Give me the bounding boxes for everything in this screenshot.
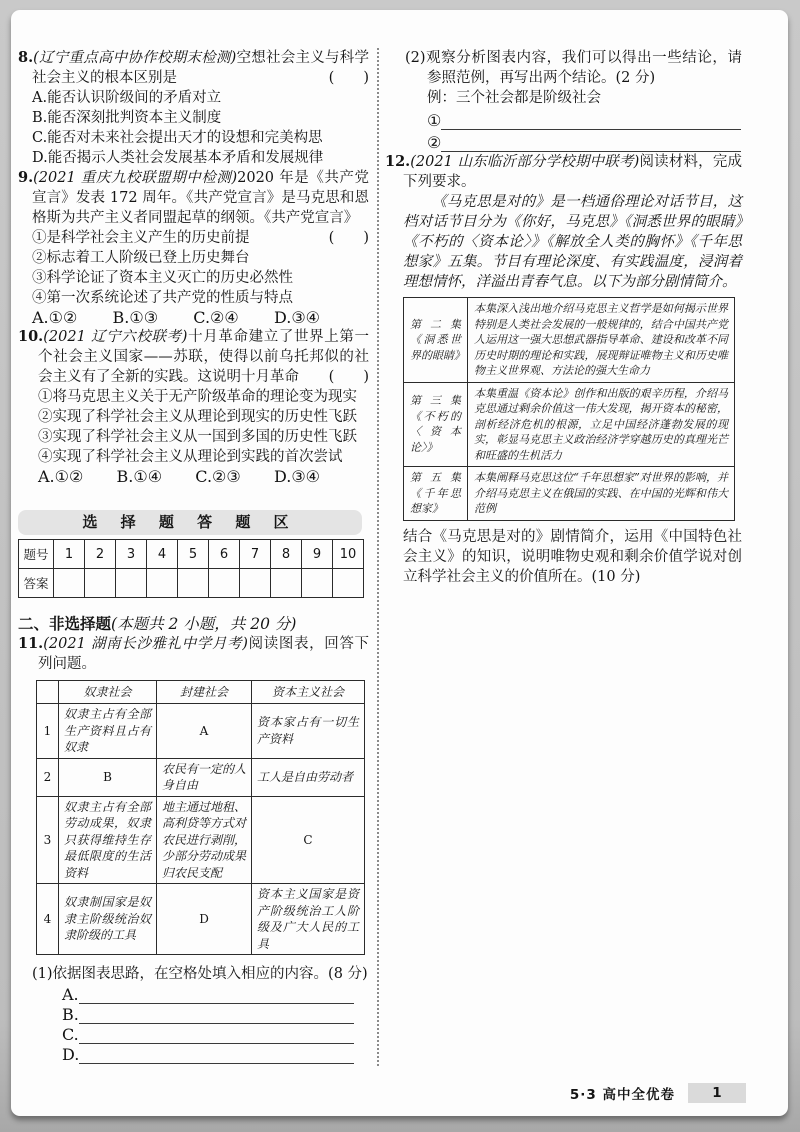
answer-cell	[147, 569, 178, 598]
answer-grid-answer-row	[19, 569, 364, 598]
question-index: 7	[240, 540, 271, 569]
question-stem-text: 阅读图表，回答下列问题。	[38, 636, 370, 672]
row-index: 3	[37, 796, 59, 884]
table-row	[404, 467, 735, 521]
question-index: 1	[54, 540, 85, 569]
blank-label: ②	[427, 133, 442, 152]
fill-in-blank-c	[62, 1024, 354, 1044]
fill-in-blank-a	[62, 984, 354, 1004]
statement-4: ④第一次系统论述了共产党的性质与特点	[32, 290, 293, 306]
option-d: D.③④	[273, 467, 320, 486]
blank-line	[79, 1028, 354, 1044]
question-stem-text: 十月革命建立了世界上第一个社会主义国家——苏联，使得以前乌托邦似的社会主义有了全新的实践。这说明十月革命	[38, 329, 370, 385]
table-row	[37, 884, 365, 955]
question-10-stem	[18, 327, 369, 387]
question-source: (辽宁重点高中协作校期末检测)	[33, 50, 237, 66]
brand-prefix: 5·3	[569, 1087, 597, 1103]
page-number: 1	[688, 1083, 746, 1103]
statement-2: ②标志着工人阶级已登上历史舞台	[32, 250, 250, 266]
part2-prompt: (2)观察分析图表内容，我们可以得出一些结论，请参照范例，再写出两个结论。(2 分)	[405, 50, 742, 86]
table-row	[404, 382, 735, 467]
question-source: (2021 山东临沂部分学校期中联考)	[410, 154, 640, 170]
section-2-heading	[18, 614, 369, 634]
blank-label: C.	[62, 1025, 79, 1044]
answer-cell	[209, 569, 240, 598]
section-title: 二、非选择题	[18, 614, 112, 633]
question-index: 9	[302, 540, 333, 569]
question-index: 4	[147, 540, 178, 569]
question-stem-text: 空想社会主义与科学社会主义的根本区别是	[32, 50, 369, 86]
answer-bracket: ( )	[328, 369, 369, 385]
table-row	[37, 796, 365, 884]
episode-summary: 本集重温《资本论》创作和出版的艰辛历程，介绍马克思通过剩余价值这一伟大发现，揭开资本的秘密，剖析经济危机的根源，立足中国经济蓬勃发展的现实，彰显马克思主义政治经济学穿越历史的真理光芒和旺盛的生机活力	[468, 382, 735, 467]
row-index: 4	[37, 884, 59, 955]
question-10	[18, 327, 369, 486]
blank-line	[79, 1008, 354, 1024]
question-source: (2021 湖南长沙雅礼中学月考)	[43, 636, 248, 652]
fill-in-blank-1	[427, 108, 741, 130]
row-label: 答案	[19, 569, 54, 598]
question-number: 8.	[18, 49, 34, 66]
option-a: A.能否认识阶级间的矛盾对立	[32, 90, 222, 106]
statement-4: ④实现了科学社会主义从理论到实践的首次尝试	[38, 449, 343, 465]
answer-cell	[302, 569, 333, 598]
question-source: (2021 重庆九校联盟期中检测)	[33, 170, 238, 186]
option-c: C.②④	[193, 308, 239, 327]
episode-title: 第三集《不朽的〈资本论〉》	[404, 382, 468, 467]
answer-cell	[240, 569, 271, 598]
blank-line	[79, 1048, 354, 1064]
episode-title: 第五集《千年思想家》	[404, 467, 468, 521]
question-12-task: 结合《马克思是对的》剧情简介，运用《中国特色社会主义》的知识，说明唯物史观和剩余价值学说对创立科学社会主义的价值所在。(10 分)	[403, 528, 742, 585]
header-blank	[37, 681, 59, 704]
statement-3: ③科学论证了资本主义灭亡的历史必然性	[32, 270, 293, 286]
table-header-row	[37, 681, 365, 704]
question-12-stem	[385, 152, 742, 192]
episode-summary: 本集阐释马克思这位“千年思想家”对世界的影响，并介绍马克思主义在俄国的实践、在中国的光辉和伟大范例	[468, 467, 735, 521]
answer-cell	[85, 569, 116, 598]
row-index: 2	[37, 758, 59, 796]
answer-bracket: ( )	[328, 70, 369, 86]
question-11-stem	[18, 634, 369, 674]
statement-2: ②实现了科学社会主义从理论到现实的历史性飞跃	[38, 409, 357, 425]
header-slave-society: 奴隶社会	[59, 681, 157, 704]
option-b: B.①④	[116, 467, 163, 486]
brand-name: 高中全优卷	[602, 1087, 675, 1103]
episode-synopsis-table	[403, 297, 735, 521]
episode-summary: 本集深入浅出地介绍马克思主义哲学是如何揭示世界特别是人类社会发展的一般规律的，结合中国共产党人运用这一强大思想武器指导革命、建设和改革不同历史时期的理论和实践，展现辩证唯物主义和历史唯物主义世界观、方法论的强大生命力	[468, 298, 735, 383]
question-number: 11.	[18, 635, 44, 652]
option-c: C.②③	[195, 467, 241, 486]
question-source: (2021 辽宁六校联考)	[43, 329, 188, 345]
question-number: 9.	[18, 169, 34, 186]
blank-label: B.	[62, 1005, 79, 1024]
question-11-part2	[405, 48, 742, 152]
society-comparison-table	[36, 680, 365, 955]
blank-line	[441, 136, 741, 152]
question-8-stem	[18, 48, 369, 88]
option-c: C.能否对未来社会提出天才的设想和完美构思	[32, 130, 323, 146]
blank-line	[441, 114, 741, 130]
question-index: 8	[271, 540, 302, 569]
option-row	[38, 467, 320, 486]
question-index: 6	[209, 540, 240, 569]
table-row	[37, 704, 365, 759]
row-index: 1	[37, 704, 59, 759]
cell-placeholder-b: B	[59, 758, 157, 796]
part2-example: 例：三个社会都是阶级社会	[427, 90, 601, 106]
statement-1: ①将马克思主义关于无产阶级革命的理论变为现实	[38, 389, 357, 405]
fill-in-blank-2	[427, 130, 741, 152]
question-stem-text: 2020 年是《共产党宣言》发表 172 周年。《共产党宣言》是马克思和恩格斯为共产主义者同盟起草的纲领。《共产党宣言》	[32, 170, 369, 226]
answer-cell	[333, 569, 364, 598]
blank-label: ①	[427, 111, 442, 130]
cell-text: 资本家占有一切生产资料	[252, 704, 365, 759]
right-column	[385, 48, 742, 1066]
option-b: B.①③	[112, 308, 159, 327]
question-9	[18, 168, 369, 327]
answer-grid-number-row	[19, 540, 364, 569]
blank-label: D.	[62, 1045, 80, 1064]
question-index: 5	[178, 540, 209, 569]
left-column	[18, 48, 369, 1066]
paper-sheet	[11, 10, 788, 1116]
fill-in-blank-d	[62, 1044, 354, 1064]
cell-text: 奴隶主占有全部劳动成果，奴隶只获得维持生存最低限度的生活资料	[59, 796, 157, 884]
cell-text: 奴隶主占有全部生产资料且占有奴隶	[59, 704, 157, 759]
blank-label: A.	[62, 985, 79, 1004]
question-number: 10.	[18, 328, 44, 345]
blank-line	[79, 988, 354, 1004]
cell-text: 地主通过地租、高利贷等方式对农民进行剥削，少部分劳动成果归农民支配	[157, 796, 252, 884]
option-d: D.③④	[273, 308, 320, 327]
answer-bracket: ( )	[328, 230, 369, 246]
table-row	[404, 298, 735, 383]
answer-grid	[18, 539, 364, 598]
question-index: 10	[333, 540, 364, 569]
answer-cell	[54, 569, 85, 598]
two-column-layout	[11, 10, 788, 1066]
option-row	[32, 308, 320, 327]
option-d: D.能否揭示人类社会发展基本矛盾和发展规律	[32, 150, 324, 166]
multiple-choice-answer-area	[18, 510, 369, 598]
section-note: (本题共 2 小题，共 20 分)	[111, 615, 297, 633]
answer-cell	[271, 569, 302, 598]
question-12-material: 《马克思是对的》是一档通俗理论对话节目，这档对话节目分为《你好，马克思》《洞悉世界的眼睛》《不朽的〈资本论〉》《解放全人类的胸怀》《千年思想家》五集。节目有理论深度、有实践温度，浸润着理想情怀，洋溢出青春气息。以下为部分剧情简介。	[403, 194, 742, 290]
cell-text: 资本主义国家是资产阶级统治工人阶级及广大人民的工具	[252, 884, 365, 955]
question-index: 2	[85, 540, 116, 569]
answer-cell	[116, 569, 147, 598]
question-number: 12.	[385, 153, 411, 170]
header-capitalist-society: 资本主义社会	[252, 681, 365, 704]
statement-3: ③实现了科学社会主义从一国到多国的历史性飞跃	[38, 429, 357, 445]
cell-text: 农民有一定的人身自由	[157, 758, 252, 796]
brand-label	[570, 1083, 675, 1103]
page-footer	[570, 1083, 746, 1103]
question-stem-text: 阅读材料，完成下列要求。	[403, 154, 742, 190]
option-b: B.能否深刻批判资本主义制度	[32, 110, 222, 126]
cell-text: 奴隶制国家是奴隶主阶级统治奴隶阶级的工具	[59, 884, 157, 955]
cell-placeholder-c: C	[252, 796, 365, 884]
episode-title: 第二集《洞悉世界的眼睛》	[404, 298, 468, 383]
fill-in-blank-b	[62, 1004, 354, 1024]
option-a: A.①②	[32, 308, 78, 327]
question-12	[385, 152, 742, 587]
header-feudal-society: 封建社会	[157, 681, 252, 704]
question-11-part1: (1)依据图表思路，在空格处填入相应的内容。(8 分)	[32, 966, 368, 982]
answer-cell	[178, 569, 209, 598]
cell-text: 工人是自由劳动者	[252, 758, 365, 796]
column-divider	[377, 48, 379, 1066]
cell-placeholder-a: A	[157, 704, 252, 759]
question-11	[18, 634, 369, 1064]
statement-1: ①是科学社会主义产生的历史前提	[32, 230, 250, 246]
cell-placeholder-d: D	[157, 884, 252, 955]
option-a: A.①②	[38, 467, 84, 486]
table-row	[37, 758, 365, 796]
row-label: 题号	[19, 540, 54, 569]
question-8	[18, 48, 369, 168]
question-index: 3	[116, 540, 147, 569]
answer-area-title: 选 择 题 答 题 区	[18, 510, 362, 535]
